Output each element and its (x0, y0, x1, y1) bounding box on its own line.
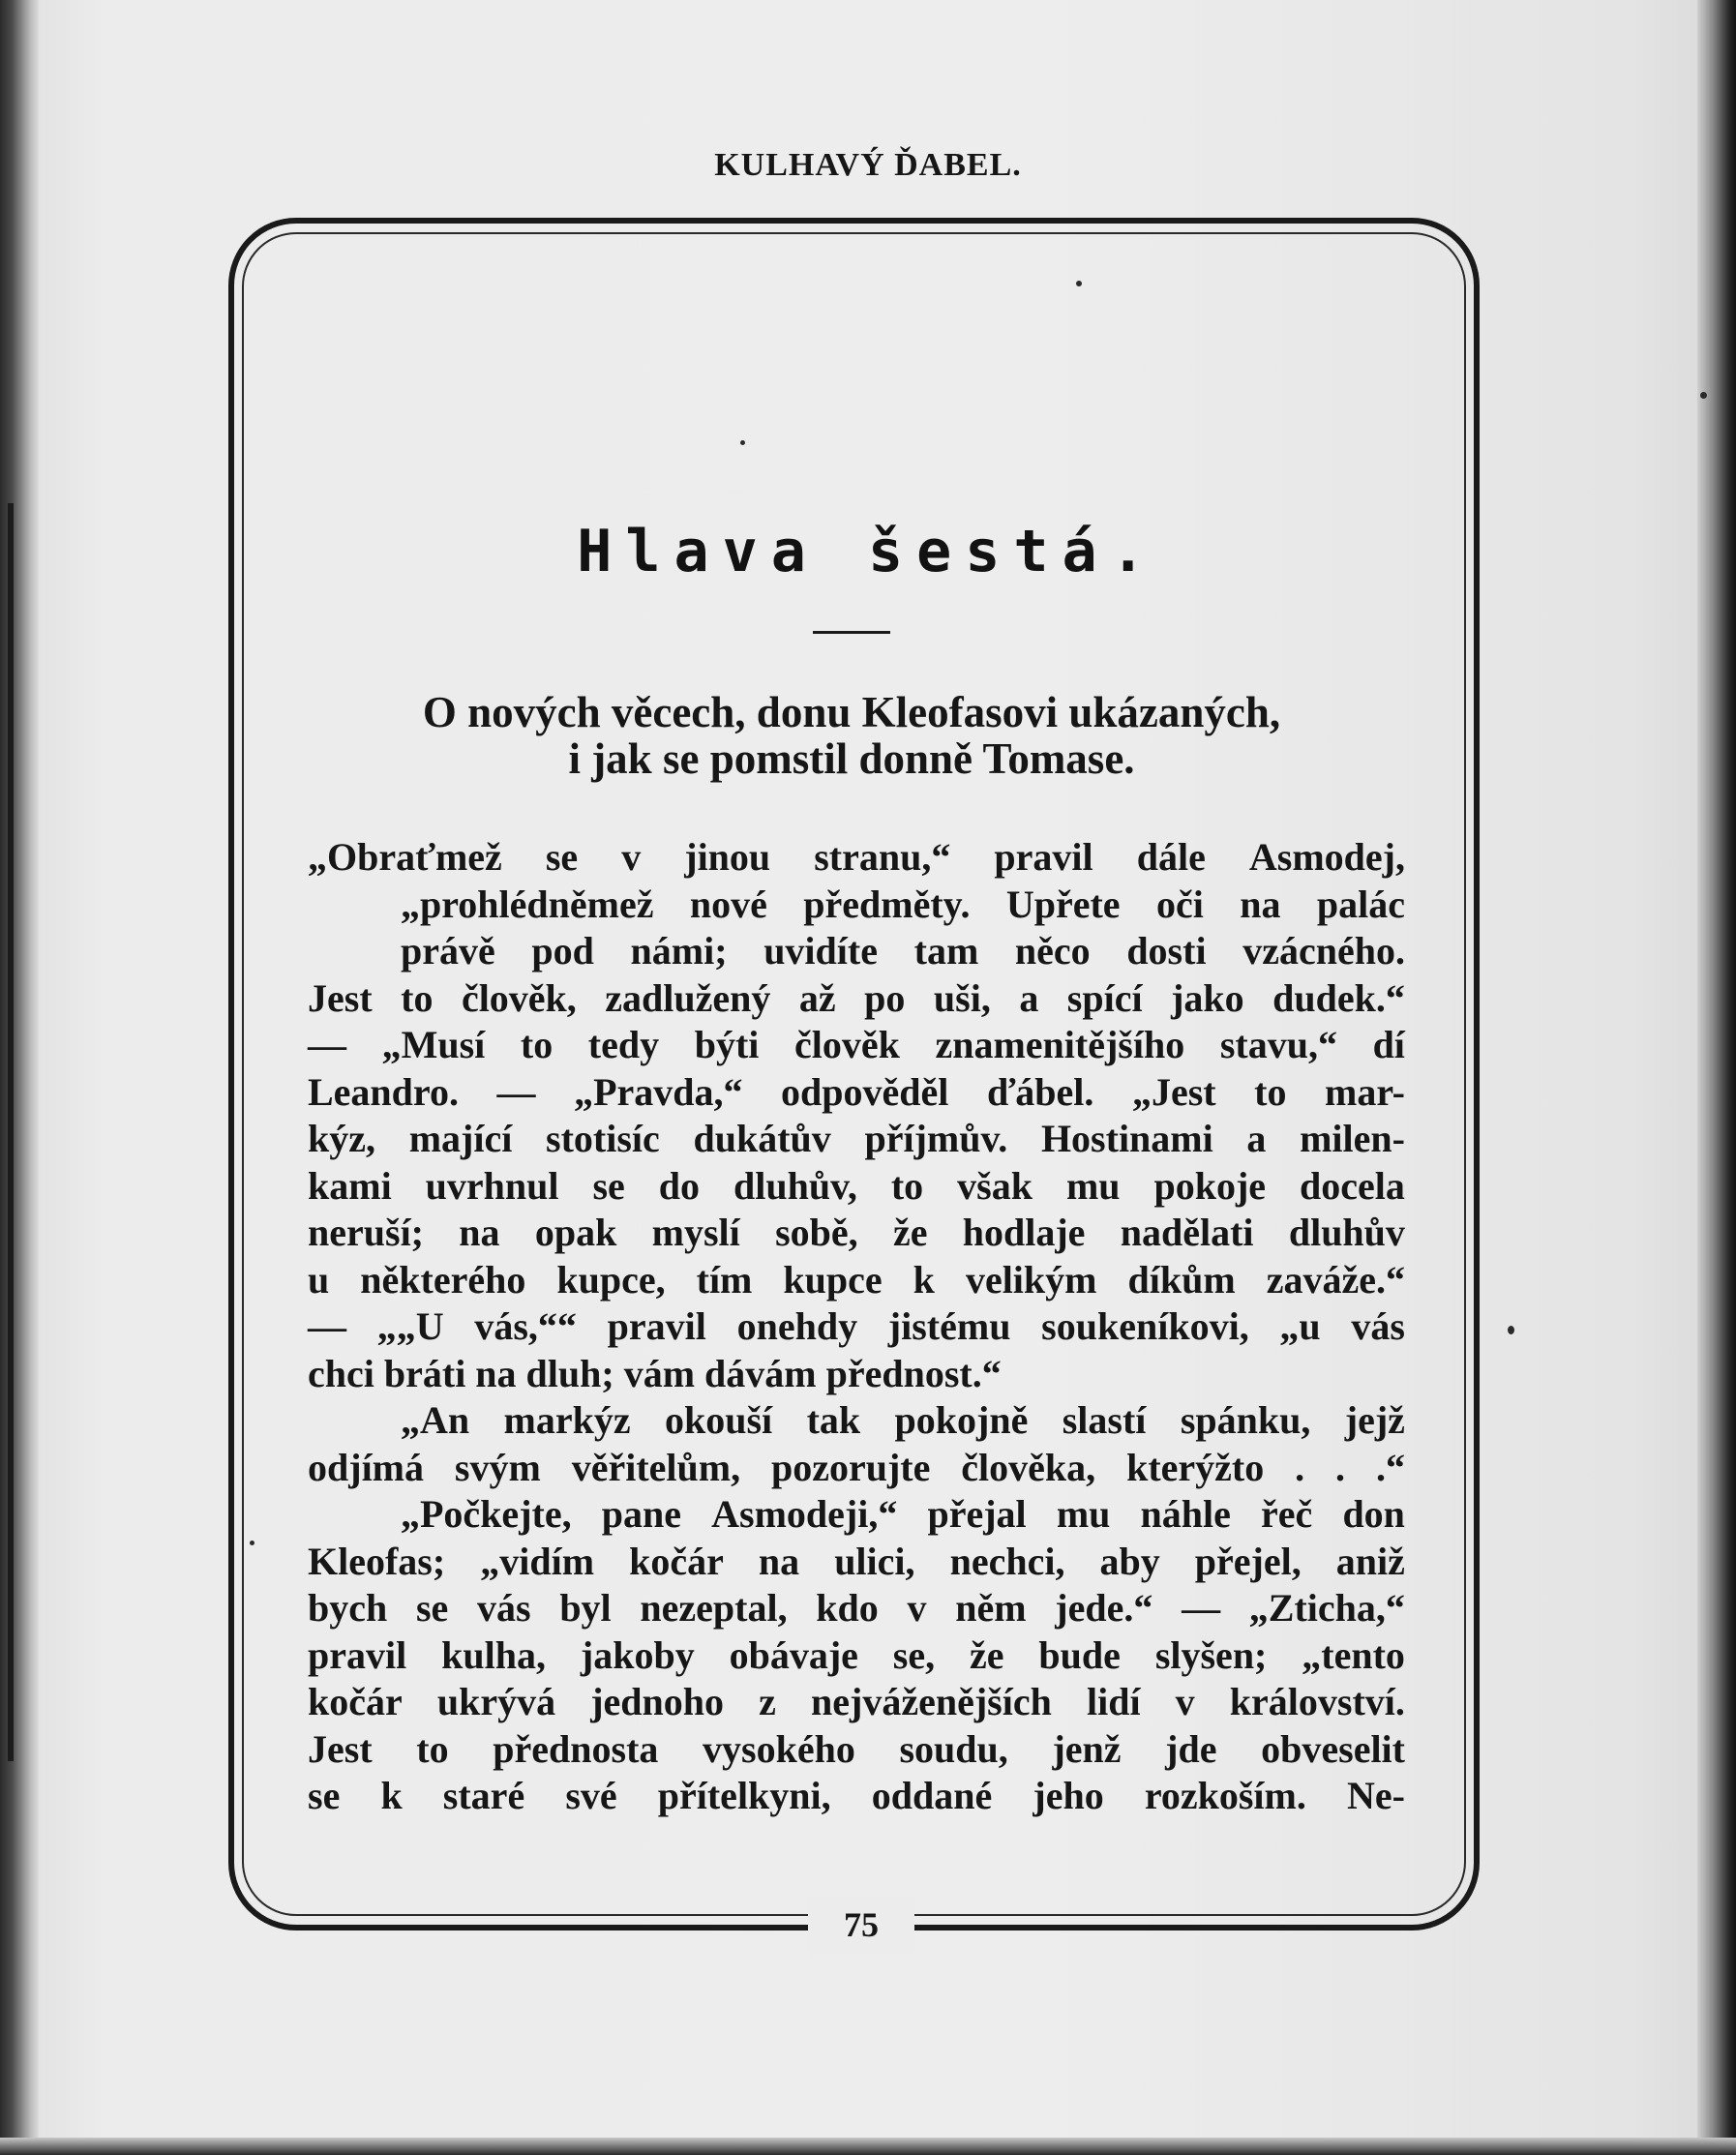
word: nejváženějších (811, 1680, 1052, 1723)
word: přítelkyni, (657, 1774, 831, 1817)
text-line (308, 1163, 1405, 1211)
word: jako (1171, 975, 1244, 1020)
word: soudu, (899, 1726, 1008, 1771)
word: příjmův. (864, 1117, 1008, 1160)
page-left-shadow (0, 0, 39, 2155)
word: dukátův (693, 1117, 831, 1160)
word: znamenitějšího (935, 1023, 1185, 1066)
word: člověk, (461, 975, 577, 1020)
word: po (864, 975, 906, 1020)
word: pravil (994, 835, 1093, 879)
text-line (308, 1069, 1405, 1117)
word: Hostinami (1040, 1117, 1213, 1160)
word: „vidím (480, 1539, 595, 1583)
word: Jest (308, 975, 373, 1020)
word: člověka, (961, 1445, 1096, 1489)
word: staré (442, 1774, 525, 1817)
text-line (308, 1726, 1405, 1774)
word: z (759, 1680, 776, 1723)
word: dosti (1126, 929, 1207, 973)
word: vás (1351, 1304, 1405, 1348)
word: okouší (665, 1398, 773, 1442)
word: „Obraťmež (308, 835, 502, 879)
word: zaváže.“ (1266, 1257, 1405, 1302)
word: a (1019, 975, 1039, 1020)
word: myslí (651, 1211, 740, 1254)
word: to (416, 1726, 449, 1771)
word: — (308, 1023, 346, 1066)
word: se (592, 1163, 625, 1208)
word: vás (477, 1586, 531, 1630)
text-line (308, 1116, 1405, 1163)
word: to (401, 975, 434, 1020)
word: velikým (965, 1257, 1097, 1302)
word: v (621, 835, 642, 879)
page-bottom-shadow (0, 2138, 1736, 2155)
word: svým (454, 1445, 541, 1489)
page-number: 75 (844, 1905, 879, 1944)
word: milen- (1300, 1117, 1405, 1160)
word: „Jest (1131, 1069, 1216, 1114)
word: aniž (1335, 1539, 1405, 1583)
word: nové (689, 882, 767, 926)
word: na (758, 1539, 800, 1583)
word: ukrývá (436, 1680, 556, 1723)
word: rozkoším. (1144, 1774, 1306, 1817)
text-line (308, 1397, 1405, 1445)
word: lidí (1086, 1680, 1141, 1723)
word: obávaje (729, 1632, 858, 1677)
text-line (308, 1679, 1405, 1726)
text-line (308, 1303, 1405, 1351)
word: stavu,“ (1219, 1023, 1337, 1066)
word: u (308, 1257, 330, 1302)
word: Upřete (1005, 882, 1121, 926)
word: nadělati (1120, 1211, 1254, 1254)
word: kupce, (556, 1257, 666, 1302)
word: . (1335, 1445, 1346, 1489)
word: stotisíc (546, 1117, 660, 1160)
word: sobě, (775, 1211, 858, 1254)
word: pokoje (1153, 1163, 1267, 1208)
text-line (308, 1022, 1405, 1069)
word: mar- (1325, 1069, 1405, 1114)
word: v (1175, 1680, 1195, 1723)
text-line (308, 1632, 1405, 1680)
word: odjímá (308, 1445, 424, 1489)
word: palác (1316, 882, 1405, 926)
word: — (1182, 1586, 1221, 1630)
text-line (308, 928, 1405, 975)
word: právě (401, 929, 495, 973)
word: neruší; (308, 1211, 424, 1254)
word: tím (696, 1257, 753, 1302)
word: své (565, 1774, 617, 1817)
word: „Počkejte, (401, 1492, 572, 1536)
word: oddané (871, 1774, 993, 1817)
word: bych (308, 1586, 388, 1630)
word: že (892, 1211, 928, 1254)
word: „„U (376, 1304, 444, 1348)
word: mu (1065, 1163, 1121, 1208)
word: kočár (308, 1680, 403, 1723)
word: se (545, 835, 579, 879)
word: řeč (1261, 1492, 1313, 1536)
word: oči (1155, 882, 1204, 926)
word: spící (1066, 975, 1143, 1020)
word: až (798, 975, 836, 1020)
word: odpověděl (781, 1069, 949, 1114)
word: byl (559, 1586, 612, 1630)
word: uvrhnul (425, 1163, 559, 1208)
word: člověk (794, 1023, 900, 1066)
ink-speck (250, 1541, 254, 1545)
word: ďábel. (986, 1069, 1094, 1114)
word: to (520, 1023, 554, 1066)
word: „prohlédněmež (401, 882, 654, 926)
word: Asmodej, (1248, 835, 1405, 879)
word: „Pravda,“ (574, 1069, 743, 1114)
word: v (907, 1586, 927, 1630)
word: pravil (607, 1304, 706, 1348)
word: tedy (587, 1023, 660, 1066)
word: se, (892, 1632, 936, 1677)
word: něm (955, 1586, 1027, 1630)
word: se (415, 1586, 449, 1630)
word: tam (913, 929, 979, 973)
word: mu (1056, 1492, 1111, 1536)
text-line (308, 882, 1405, 929)
word: věřitelům, (571, 1445, 741, 1489)
word: obveselit (1261, 1726, 1405, 1771)
word: náhle (1140, 1492, 1231, 1536)
word: ulici, (834, 1539, 915, 1583)
ink-speck (1508, 1326, 1514, 1334)
word: kýz, (308, 1117, 375, 1160)
word: to (1254, 1069, 1287, 1114)
word: do (658, 1163, 701, 1208)
word: to (890, 1163, 924, 1208)
word: Asmodeji,“ (711, 1492, 898, 1536)
word: markýz (503, 1398, 631, 1442)
word: jistému (887, 1304, 1011, 1348)
subtitle-line: i jak se pomstil donně Tomase. (568, 734, 1135, 783)
word: aby (1099, 1539, 1160, 1583)
word: pravil (308, 1632, 407, 1677)
word: přednosta (493, 1726, 659, 1771)
word: „Zticha,“ (1248, 1586, 1405, 1630)
title-rule (813, 631, 890, 634)
word: vysokého (703, 1726, 855, 1771)
word: jde (1165, 1726, 1217, 1771)
word: docela (1300, 1163, 1405, 1208)
word: Jest (308, 1726, 373, 1771)
ink-speck (1076, 281, 1082, 286)
word: k (913, 1257, 935, 1302)
word: kočár (629, 1539, 724, 1583)
running-head: KULHAVÝ ĎABEL. (714, 147, 1022, 183)
word: „An (401, 1398, 470, 1442)
word: don (1342, 1492, 1405, 1536)
word: pozorujte (770, 1445, 931, 1489)
word: na (459, 1211, 500, 1254)
word: vzácného. (1242, 929, 1405, 973)
word: pod (531, 929, 594, 973)
word: Kleofas; (308, 1539, 446, 1583)
word: tak (806, 1398, 861, 1442)
word: kdo (816, 1586, 879, 1630)
word: dále (1136, 835, 1206, 879)
word: bude (1038, 1632, 1121, 1677)
word: býti (694, 1023, 760, 1066)
word: zadlužený (605, 975, 771, 1020)
word: dluhův (1288, 1211, 1405, 1254)
word: však (957, 1163, 1033, 1208)
text-line (308, 1585, 1405, 1632)
word: nechci, (949, 1539, 1065, 1583)
word: k (380, 1774, 403, 1817)
text-line (308, 834, 1405, 882)
subtitle-line: O nových věcech, donu Kleofasovi ukázaných, (422, 688, 1281, 736)
word: dluhův, (733, 1163, 857, 1208)
word: díkům (1127, 1257, 1236, 1302)
word: dí (1372, 1023, 1405, 1066)
word: jede.“ (1055, 1586, 1153, 1630)
word: slastí (1062, 1398, 1147, 1442)
word: království. (1229, 1680, 1405, 1723)
word: pane (601, 1492, 681, 1536)
word: „Musí (381, 1023, 486, 1066)
word: vás,““ (474, 1304, 577, 1348)
word: slyšen; (1154, 1632, 1268, 1677)
word: onehdy (736, 1304, 858, 1348)
word: pokojně (894, 1398, 1029, 1442)
chapter-body (308, 834, 1405, 1820)
word: kami (308, 1163, 392, 1208)
text-line (308, 1539, 1405, 1586)
word: mající (408, 1117, 513, 1160)
word: opak (534, 1211, 617, 1254)
word: předměty. (803, 882, 971, 926)
text-line (308, 1210, 1405, 1257)
text-line (308, 1257, 1405, 1304)
chapter-subtitle (300, 689, 1403, 782)
word: Leandro. (308, 1069, 459, 1114)
word: nezeptal, (640, 1586, 788, 1630)
word: stranu,“ (814, 835, 951, 879)
word: některého (360, 1257, 526, 1302)
word: — (496, 1069, 536, 1114)
word: . (1295, 1445, 1305, 1489)
text-line (308, 1773, 1405, 1820)
word: hodlaje (962, 1211, 1086, 1254)
word: námi; (630, 929, 728, 973)
page-right-shadow (1697, 0, 1736, 2155)
word: kupce (783, 1257, 883, 1302)
word: jednoho (590, 1680, 725, 1723)
text-line (308, 1491, 1405, 1539)
word: a (1246, 1117, 1267, 1160)
word: kterýžto (1126, 1445, 1265, 1489)
word: že (970, 1632, 1004, 1677)
word: kulha, (441, 1632, 546, 1677)
text-line (308, 1445, 1405, 1492)
word: přejel, (1194, 1539, 1302, 1583)
word: „tento (1302, 1632, 1405, 1677)
word: jakoby (580, 1632, 695, 1677)
word: — (308, 1304, 346, 1348)
word: jeho (1033, 1774, 1104, 1817)
word: Ne- (1346, 1774, 1405, 1817)
word: jejž (1344, 1398, 1405, 1442)
word: něco (1014, 929, 1091, 973)
text-line (308, 1351, 1405, 1398)
word: na (1240, 882, 1281, 926)
word: jenž (1052, 1726, 1122, 1771)
word: spánku, (1180, 1398, 1311, 1442)
word: dudek.“ (1272, 975, 1405, 1020)
text-line (308, 975, 1405, 1023)
word: se (308, 1774, 341, 1817)
word: jinou (684, 835, 771, 879)
text-line-content: chci bráti na dluh; vám dávám přednost.“ (308, 1351, 1002, 1395)
word: uši, (933, 975, 991, 1020)
ink-speck (740, 440, 745, 445)
page-gutter-line (8, 503, 14, 1761)
chapter-title: Hlava šestá. (577, 518, 1159, 585)
ink-speck (1700, 392, 1707, 399)
word: soukeníkovi, (1041, 1304, 1249, 1348)
word: uvidíte (763, 929, 878, 973)
word: .“ (1375, 1445, 1405, 1489)
word: přejal (927, 1492, 1027, 1536)
word: „u (1279, 1304, 1321, 1348)
